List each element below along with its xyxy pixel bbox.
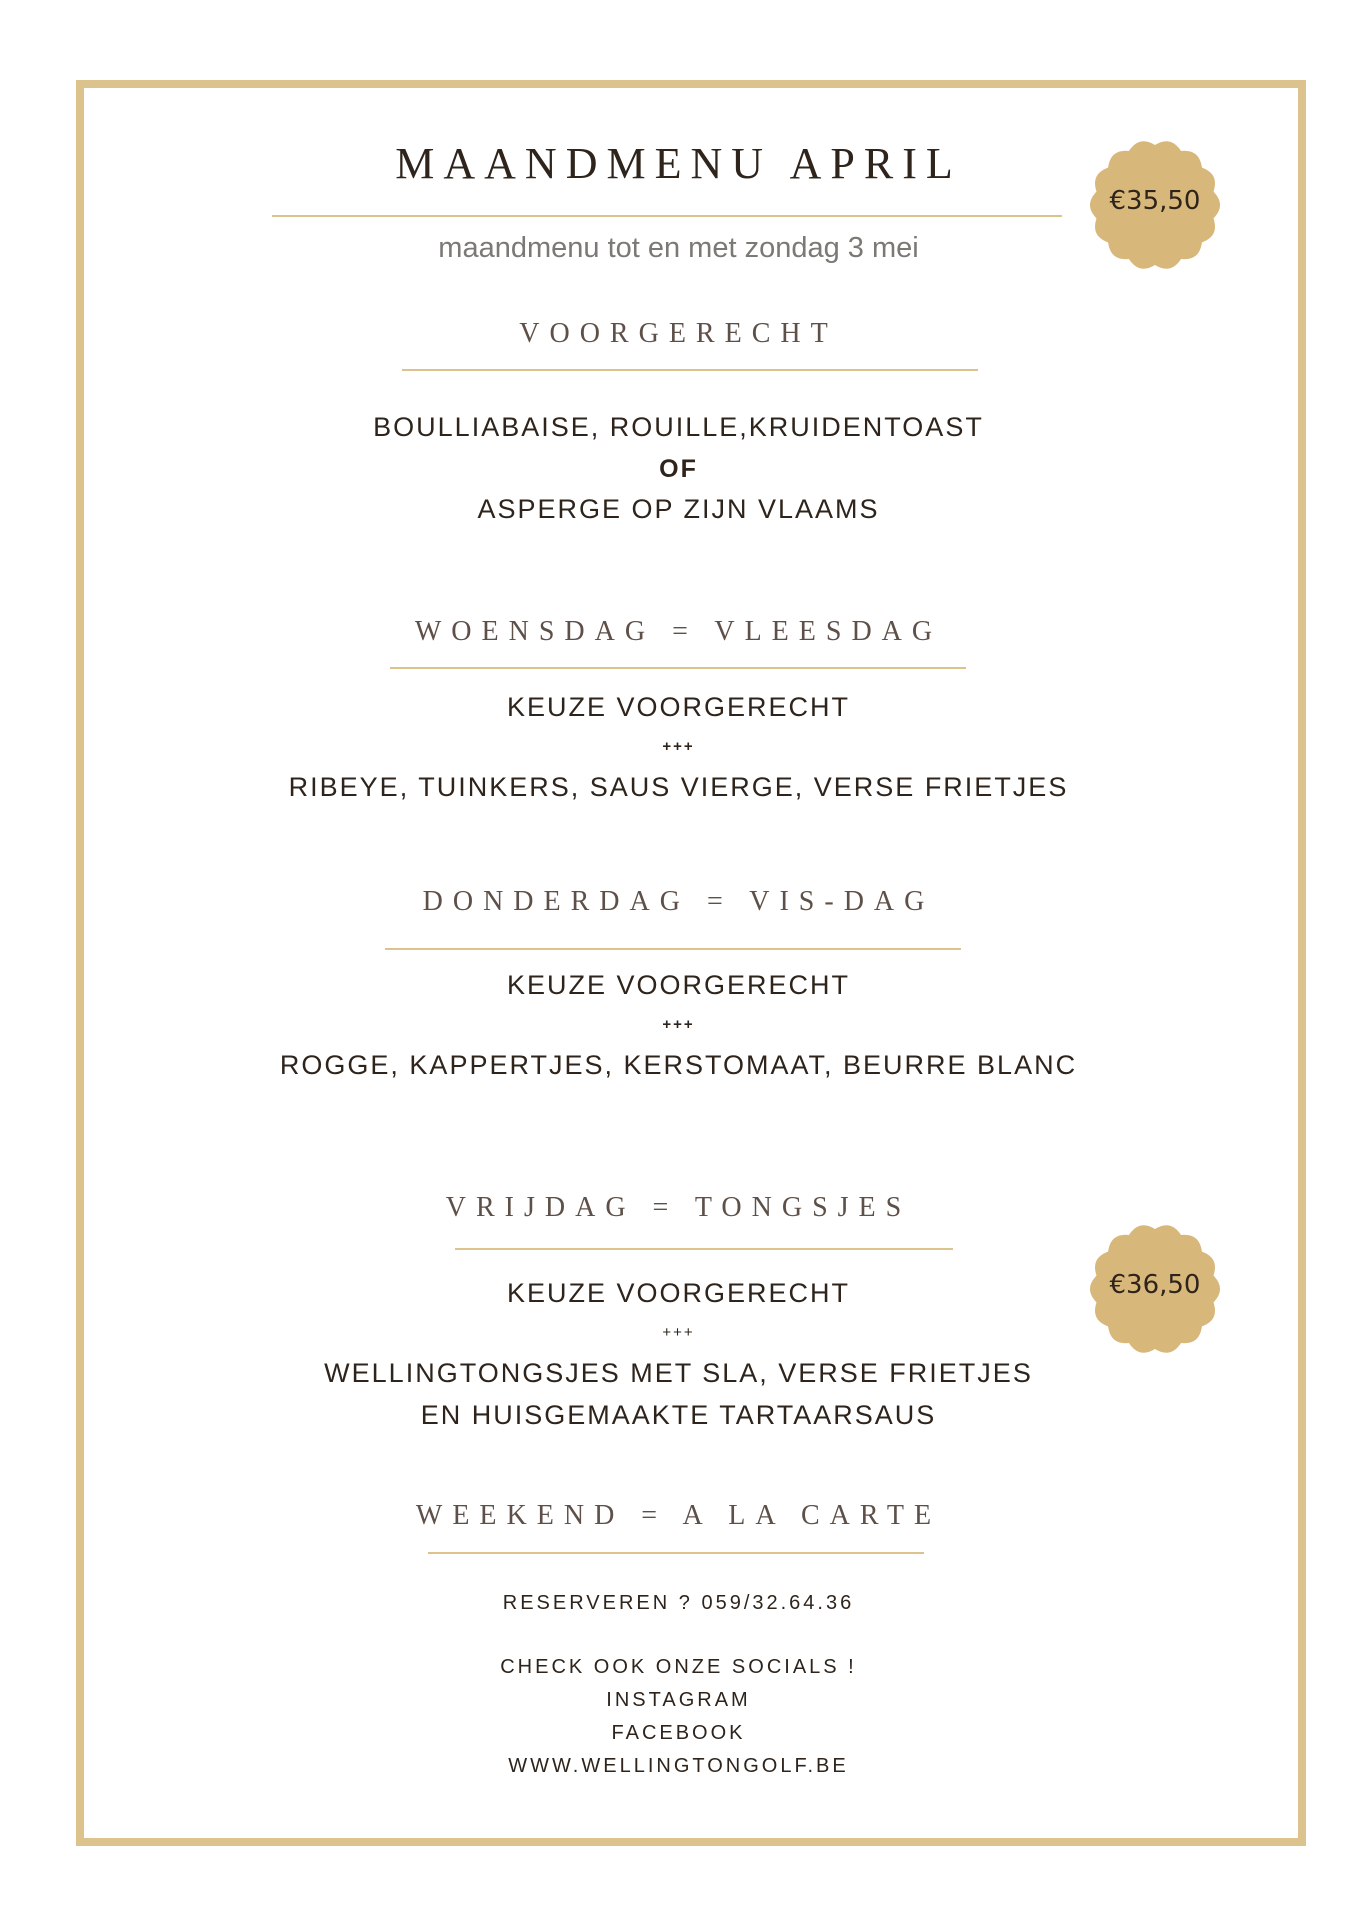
woensdag-main-dish: RIBEYE, TUINKERS, SAUS VIERGE, VERSE FRIETJES: [288, 772, 1069, 802]
facebook-label: FACEBOOK: [611, 1722, 746, 1744]
section-heading-vrijdag: VRIJDAG = TONGSJES: [445, 1192, 912, 1223]
socials-intro: CHECK OOK ONZE SOCIALS !: [500, 1656, 857, 1678]
section-divider: [390, 667, 966, 669]
vrijdag-main-dish: WELLINGTONGSJES MET SLA, VERSE FRIETJES: [324, 1358, 1033, 1388]
section-heading-donderdag: DONDERDAG = VIS-DAG: [422, 886, 935, 917]
section-heading-voorgerecht: VOORGERECHT: [519, 318, 838, 349]
title-underline: [272, 215, 1062, 217]
reservation-line: RESERVEREN ? 059/32.64.36: [502, 1592, 855, 1614]
price-badge-vrijdag: [1088, 1222, 1222, 1356]
starter-or-separator: OF: [659, 455, 698, 483]
woensdag-line-1: KEUZE VOORGERECHT: [506, 692, 851, 722]
starter-option-1: BOULLIABAISE, ROUILLE,KRUIDENTOAST: [373, 412, 984, 442]
section-divider: [385, 948, 961, 950]
woensdag-separator: +++: [662, 738, 695, 755]
section-divider: [428, 1552, 924, 1554]
starter-option-2: ASPERGE OP ZIJN VLAAMS: [477, 494, 880, 524]
menu-subtitle: maandmenu tot en met zondag 3 mei: [438, 232, 919, 264]
section-divider: [402, 369, 978, 371]
section-heading-weekend: WEEKEND = A LA CARTE: [415, 1500, 942, 1531]
section-heading-woensdag: WOENSDAG = VLEESDAG: [414, 616, 943, 647]
price-menu: €35,50: [1109, 186, 1201, 216]
donderdag-line-1: KEUZE VOORGERECHT: [506, 970, 851, 1000]
price-badge-menu: [1088, 138, 1222, 272]
donderdag-main-dish: ROGGE, KAPPERTJES, KERSTOMAAT, BEURRE BLANC: [279, 1050, 1078, 1080]
donderdag-separator: +++: [662, 1016, 695, 1033]
vrijdag-line-1: KEUZE VOORGERECHT: [506, 1278, 851, 1308]
price-vrijdag: €36,50: [1109, 1270, 1201, 1300]
instagram-label: INSTAGRAM: [606, 1689, 751, 1711]
menu-title: MAANDMENU APRIL: [395, 139, 962, 188]
vrijdag-separator: +++: [662, 1324, 695, 1341]
section-divider: [455, 1248, 953, 1250]
vrijdag-main-dish-cont: EN HUISGEMAAKTE TARTAARSAUS: [420, 1400, 937, 1430]
website-label: WWW.WELLINGTONGOLF.BE: [508, 1755, 849, 1777]
